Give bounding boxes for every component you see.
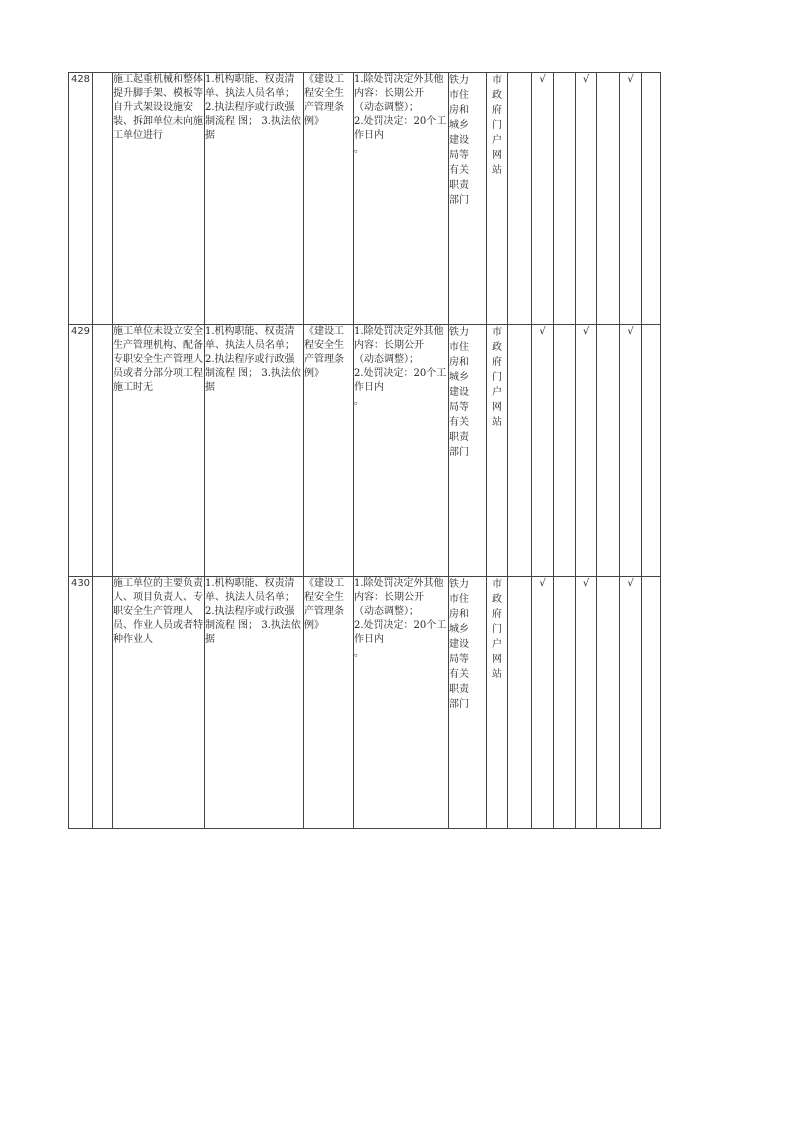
check-cell	[508, 577, 532, 829]
org-text: 铁力市住房和城乡建设局等有关职责部门	[449, 327, 469, 458]
check-cell: √	[576, 577, 597, 829]
check-cell	[642, 577, 661, 829]
check-cell	[554, 73, 576, 325]
period-cell: 1.除处罚决定外其他内容：长期公开 （动态调整）； 2.处罚决定：20个工作日内 。	[354, 577, 449, 829]
disclosure-table	[68, 72, 661, 829]
check-cell: √	[532, 325, 554, 577]
channel-cell	[487, 577, 508, 829]
spacer-cell	[93, 577, 113, 829]
check-cell: √	[576, 325, 597, 577]
row-number: 429	[69, 325, 93, 577]
check-cell	[554, 325, 576, 577]
table-row	[69, 73, 661, 325]
row-number: 430	[69, 577, 93, 829]
check-cell	[554, 577, 576, 829]
table-row	[69, 577, 661, 829]
item-cell: 施工起重机械和整体提升脚手架、模板等自升式架设设施安装、拆卸单位未向施工单位进行	[113, 73, 205, 325]
check-cell	[597, 73, 620, 325]
row-number: 428	[69, 73, 93, 325]
org-cell	[449, 73, 487, 325]
org-cell	[449, 577, 487, 829]
disclosure-table-page	[68, 72, 661, 829]
basis-cell: 《建设工程安全生产管理条例》	[304, 73, 354, 325]
basis-cell: 《建设工程安全生产管理条例》	[304, 577, 354, 829]
check-cell: √	[532, 577, 554, 829]
content-cell: 1.机构职能、权责清单、执法人员名单； 2.执法程序或行政强制流程 图； 3.执法依据	[205, 73, 304, 325]
channel-text: 市政府门户网站	[492, 75, 502, 176]
item-cell: 施工单位未设立安全生产管理机构、配备专职安全生产管理人员或者分部分项工程施工时无	[113, 325, 205, 577]
content-cell: 1.机构职能、权责清单、执法人员名单； 2.执法程序或行政强制流程 图； 3.执法依据	[205, 325, 304, 577]
org-text: 铁力市住房和城乡建设局等有关职责部门	[449, 579, 469, 710]
check-cell	[642, 325, 661, 577]
spacer-cell	[93, 325, 113, 577]
period-cell: 1.除处罚决定外其他内容：长期公开 （动态调整）； 2.处罚决定：20个工作日内 。	[354, 325, 449, 577]
check-cell: √	[620, 577, 642, 829]
channel-cell	[487, 73, 508, 325]
check-cell	[508, 325, 532, 577]
check-cell	[597, 325, 620, 577]
spacer-cell	[93, 73, 113, 325]
basis-cell: 《建设工程安全生产管理条例》	[304, 325, 354, 577]
check-cell: √	[576, 73, 597, 325]
check-cell	[508, 73, 532, 325]
check-cell: √	[620, 325, 642, 577]
check-cell	[642, 73, 661, 325]
channel-text: 市政府门户网站	[492, 579, 502, 680]
check-cell: √	[532, 73, 554, 325]
channel-text: 市政府门户网站	[492, 327, 502, 428]
org-cell	[449, 325, 487, 577]
channel-cell	[487, 325, 508, 577]
period-cell: 1.除处罚决定外其他内容：长期公开 （动态调整）； 2.处罚决定：20个工作日内 。	[354, 73, 449, 325]
org-text: 铁力市住房和城乡建设局等有关职责部门	[449, 75, 469, 206]
content-cell: 1.机构职能、权责清单、执法人员名单； 2.执法程序或行政强制流程 图； 3.执法依据	[205, 577, 304, 829]
check-cell: √	[620, 73, 642, 325]
item-cell: 施工单位的主要负责人、项目负责人、专职安全生产管理人员、作业人员或者特种作业人	[113, 577, 205, 829]
table-row	[69, 325, 661, 577]
check-cell	[597, 577, 620, 829]
